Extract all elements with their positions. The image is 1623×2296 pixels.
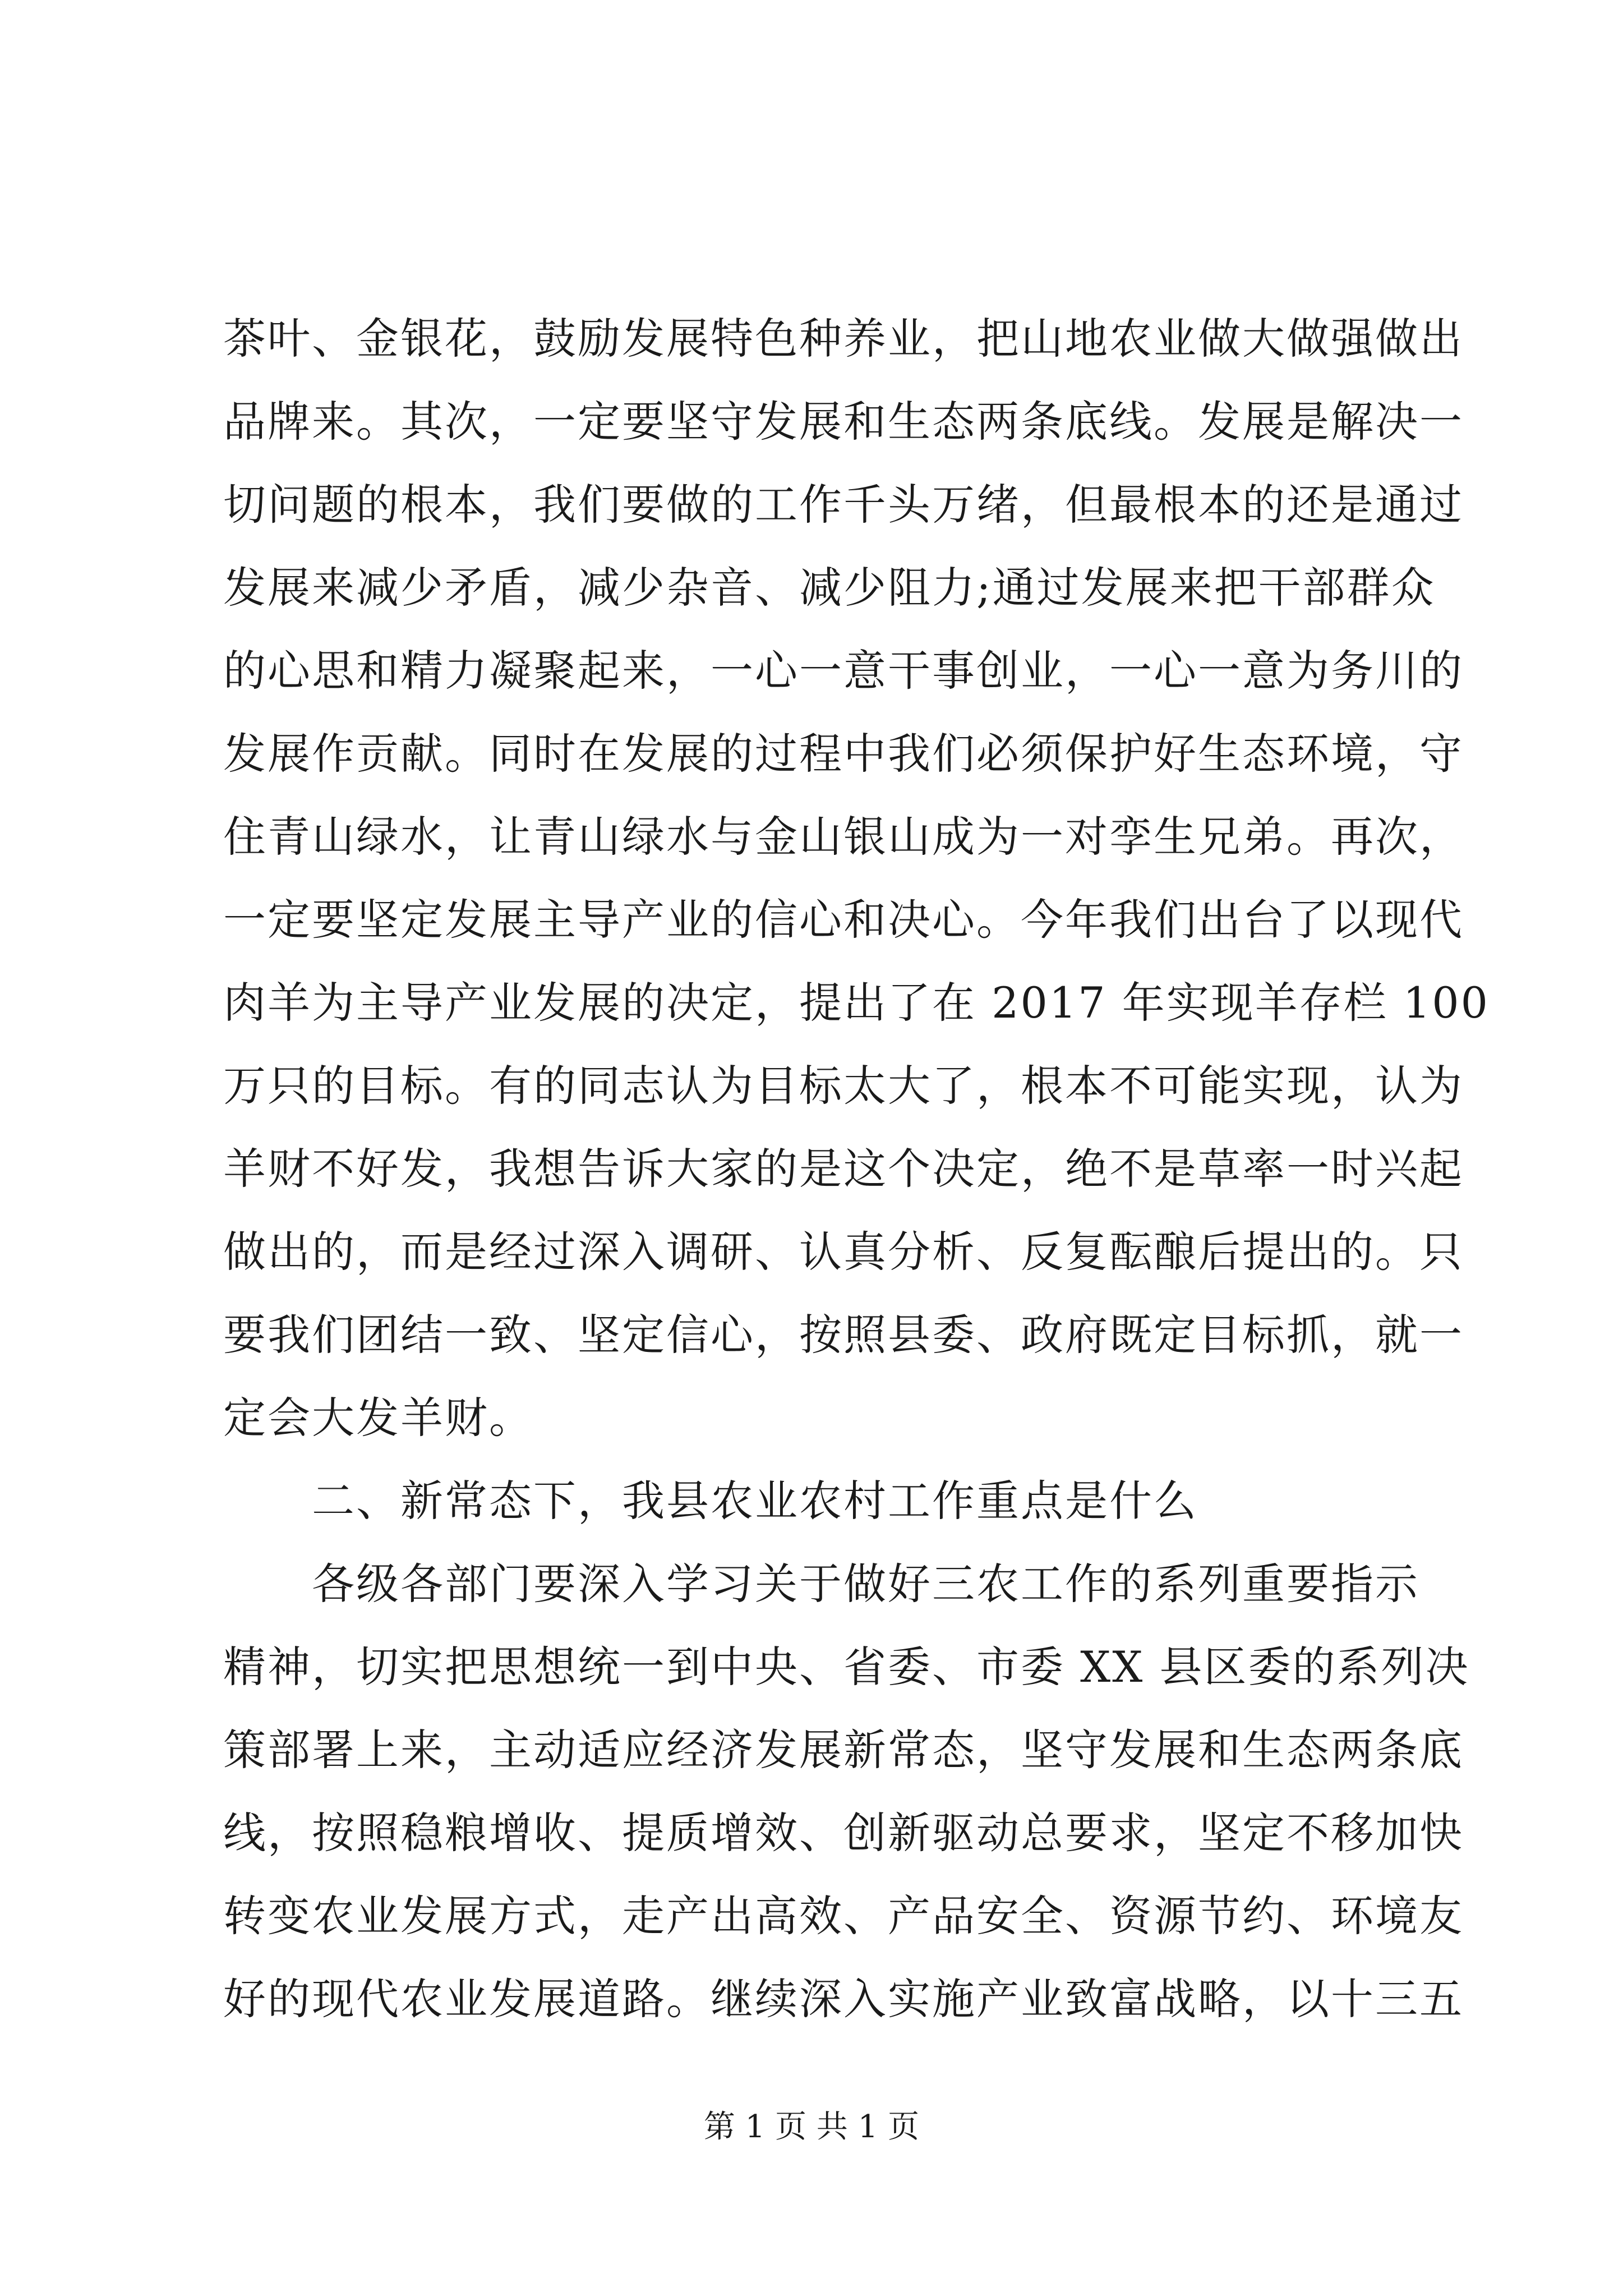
text-line: 好的现代农业发展道路。继续深入实施产业致富战略，以十三五 xyxy=(223,1974,1464,2024)
text-line: 精神，切实把思想统一到中央、省委、市委 XX 县区委的系列决 xyxy=(223,1642,1470,1692)
text-line: 切问题的根本，我们要做的工作千头万绪，但最根本的还是通过 xyxy=(223,480,1464,530)
text-line: 做出的，而是经过深入调研、认真分析、反复酝酿后提出的。只 xyxy=(223,1227,1464,1277)
page-number: 第 1 页 共 1 页 xyxy=(703,2109,920,2145)
text-line: 各级各部门要深入学习关于做好三农工作的系列重要指示 xyxy=(223,1559,1419,1609)
section-heading: 二、新常态下，我县农业农村工作重点是什么 xyxy=(223,1476,1198,1526)
text-line: 发展作贡献。同时在发展的过程中我们必须保护好生态环境，守 xyxy=(223,729,1464,779)
text-line: 转变农业发展方式，走产出高效、产品安全、资源节约、环境友 xyxy=(223,1891,1464,1941)
text-line: 的心思和精力凝聚起来，一心一意干事创业，一心一意为务川的 xyxy=(223,646,1464,696)
text-line: 线，按照稳粮增收、提质增效、创新驱动总要求，坚定不移加快 xyxy=(223,1808,1464,1858)
text-line: 一定要坚定发展主导产业的信心和决心。今年我们出台了以现代 xyxy=(223,895,1464,945)
text-line: 万只的目标。有的同志认为目标太大了，根本不可能实现，认为 xyxy=(223,1061,1464,1111)
body-text xyxy=(223,297,1490,2041)
text-line: 茶叶、金银花，鼓励发展特色种养业，把山地农业做大做强做出 xyxy=(223,314,1464,364)
text-line: 策部署上来，主动适应经济发展新常态，坚守发展和生态两条底 xyxy=(223,1725,1464,1775)
page-footer xyxy=(0,2105,1623,2150)
text-line: 肉羊为主导产业发展的决定，提出了在 2017 年实现羊存栏 100 xyxy=(223,978,1490,1028)
text-line: 住青山绿水，让青山绿水与金山银山成为一对孪生兄弟。再次， xyxy=(223,812,1464,862)
text-line: 品牌来。其次，一定要坚守发展和生态两条底线。发展是解决一 xyxy=(223,397,1464,447)
text-line: 羊财不好发，我想告诉大家的是这个决定，绝不是草率一时兴起 xyxy=(223,1144,1464,1194)
text-line: 定会大发羊财。 xyxy=(223,1393,533,1443)
text-line: 发展来减少矛盾，减少杂音、减少阻力;通过发展来把干部群众 xyxy=(223,563,1436,613)
text-line: 要我们团结一致、坚定信心，按照县委、政府既定目标抓，就一 xyxy=(223,1310,1464,1360)
